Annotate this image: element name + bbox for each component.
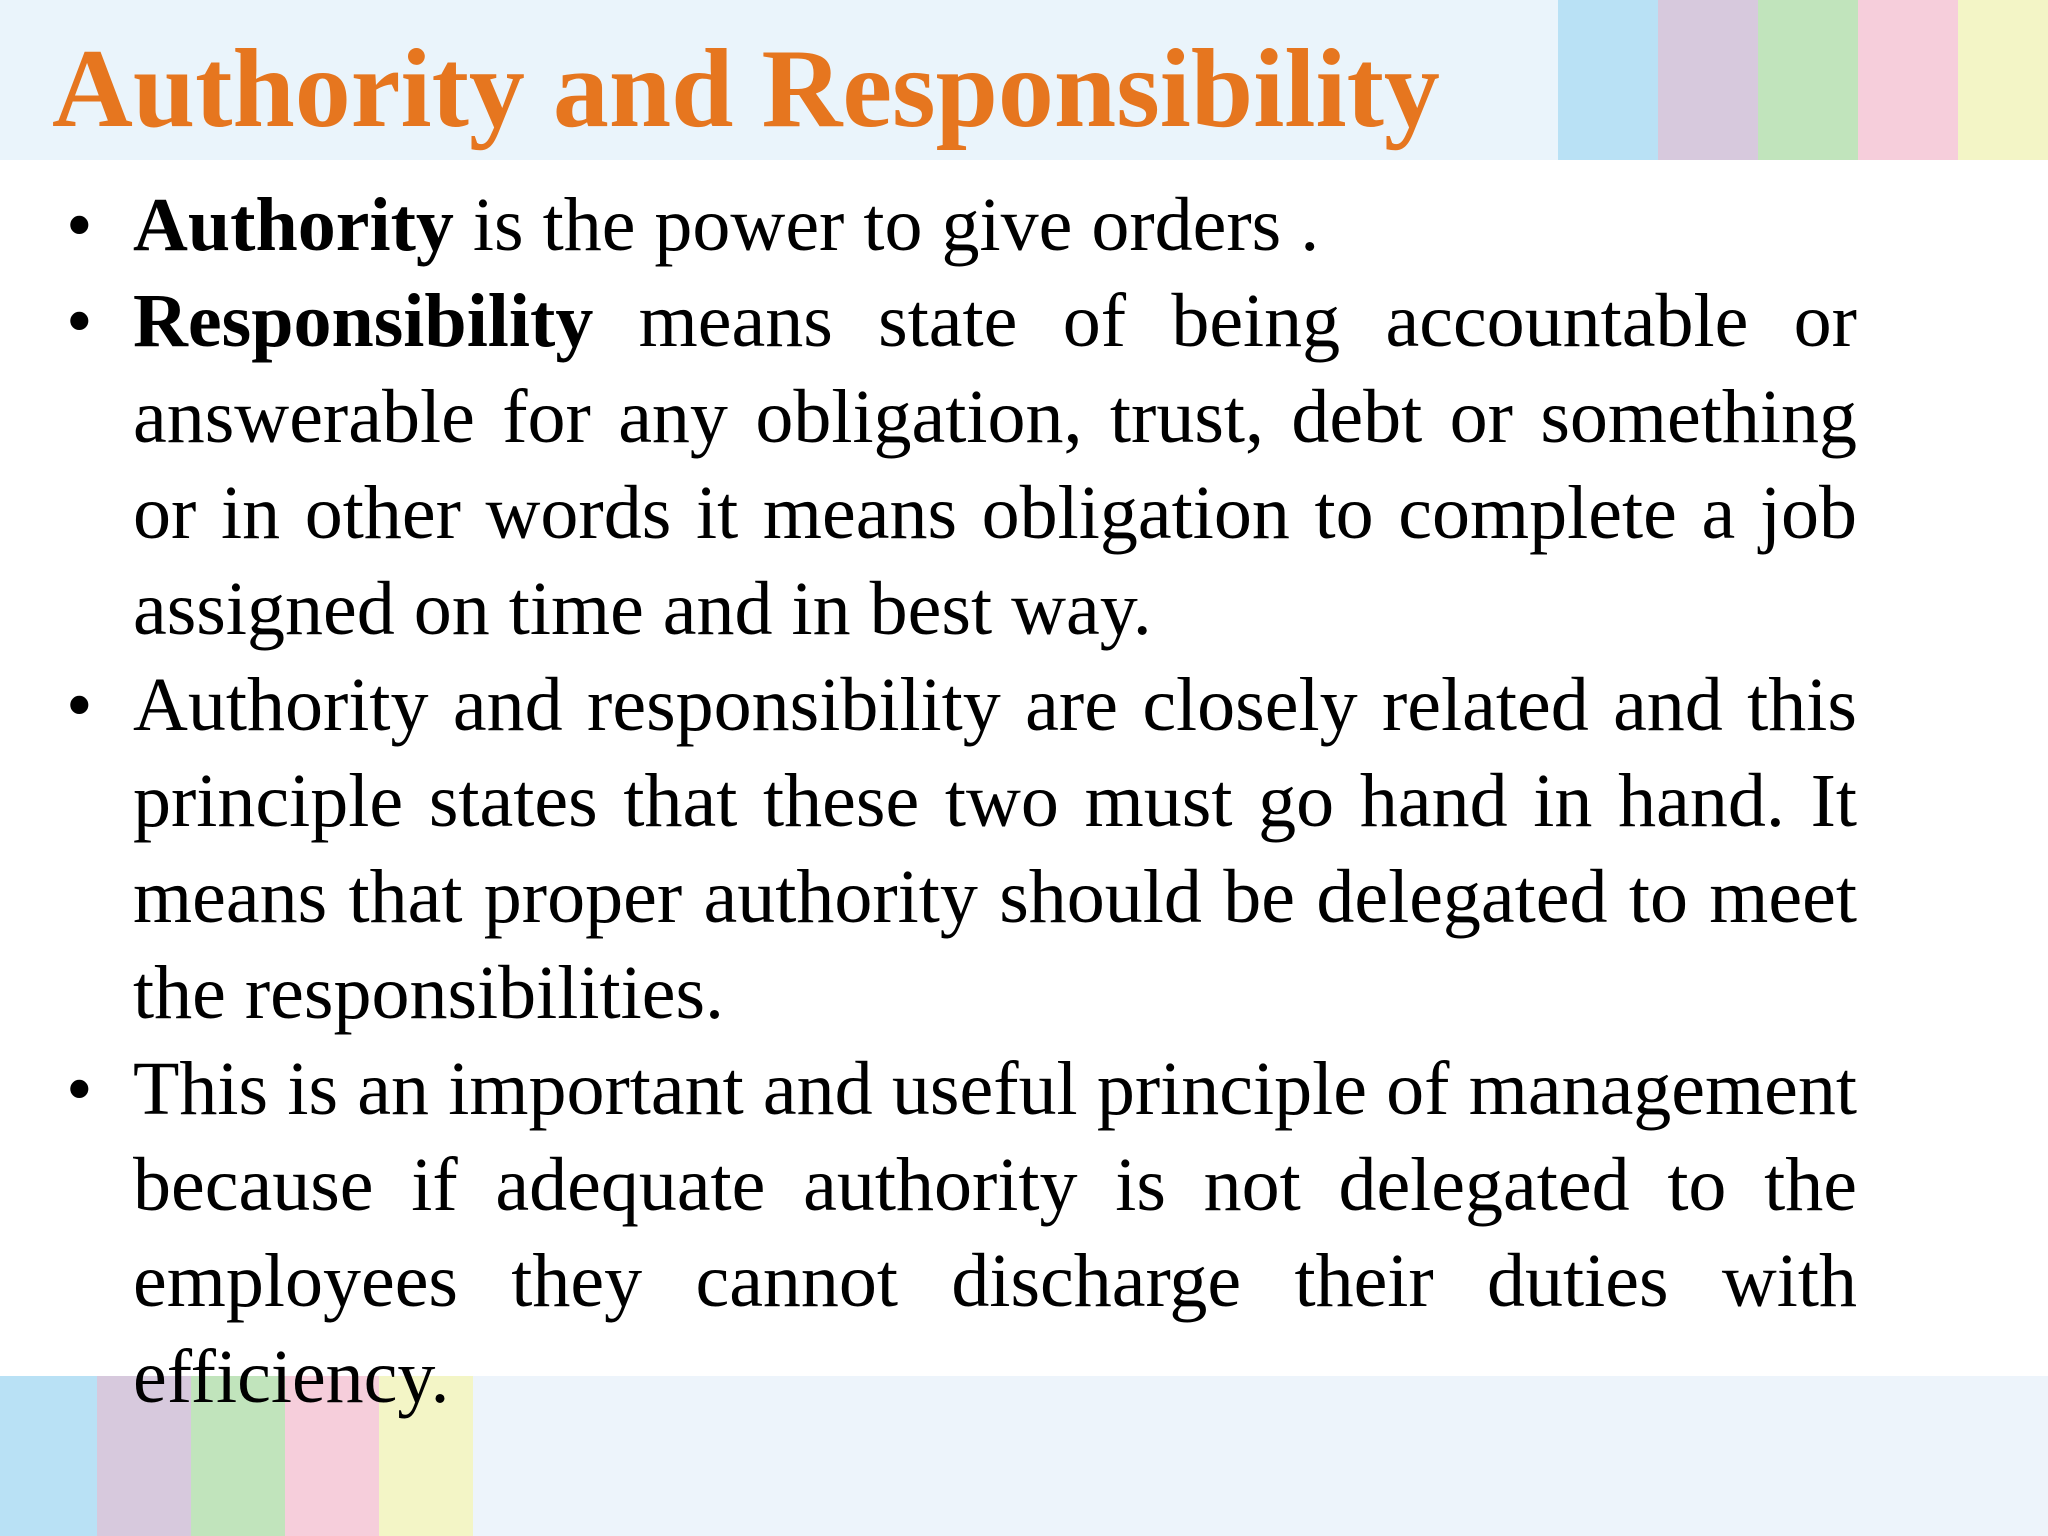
slide-title: Authority and Responsibility — [52, 27, 1440, 151]
bullet-text: Authority and responsibility are closely related and this principle states that these two must go hand in hand. It means that proper authority should be delegated to meet the responsibilities. — [133, 663, 1857, 1035]
header-stripe-pink — [1858, 0, 1958, 160]
bullet-marker: • — [66, 663, 93, 747]
bullet-marker: • — [66, 1047, 93, 1131]
bullet-marker: • — [66, 183, 93, 267]
bullet-item-importance — [0, 1041, 1857, 1425]
bullet-marker: • — [66, 279, 93, 363]
bullet-item-relationship — [0, 657, 1857, 1041]
bullet-item-responsibility — [0, 273, 1857, 657]
bullet-text: means state of being accountable or answerable for any obligation, trust, debt or something or in other words it means obligation to complete a job assigned on time and in best way. — [133, 279, 1857, 651]
bullet-list — [0, 177, 2048, 1425]
header-stripe-blue — [1558, 0, 1658, 160]
bullet-lead-term: Authority — [133, 183, 454, 267]
header-stripe-mauve — [1658, 0, 1758, 160]
header-stripe-green — [1758, 0, 1858, 160]
bullet-item-authority — [0, 177, 1857, 273]
bullet-text: This is an important and useful principle of management because if adequate authority is not delegated to the employees they cannot discharge their duties with efficiency. — [133, 1047, 1857, 1419]
header-stripe-yellow — [1958, 0, 2048, 160]
bullet-lead-term: Responsibility — [133, 279, 594, 363]
bullet-text: is the power to give orders . — [453, 183, 1320, 267]
